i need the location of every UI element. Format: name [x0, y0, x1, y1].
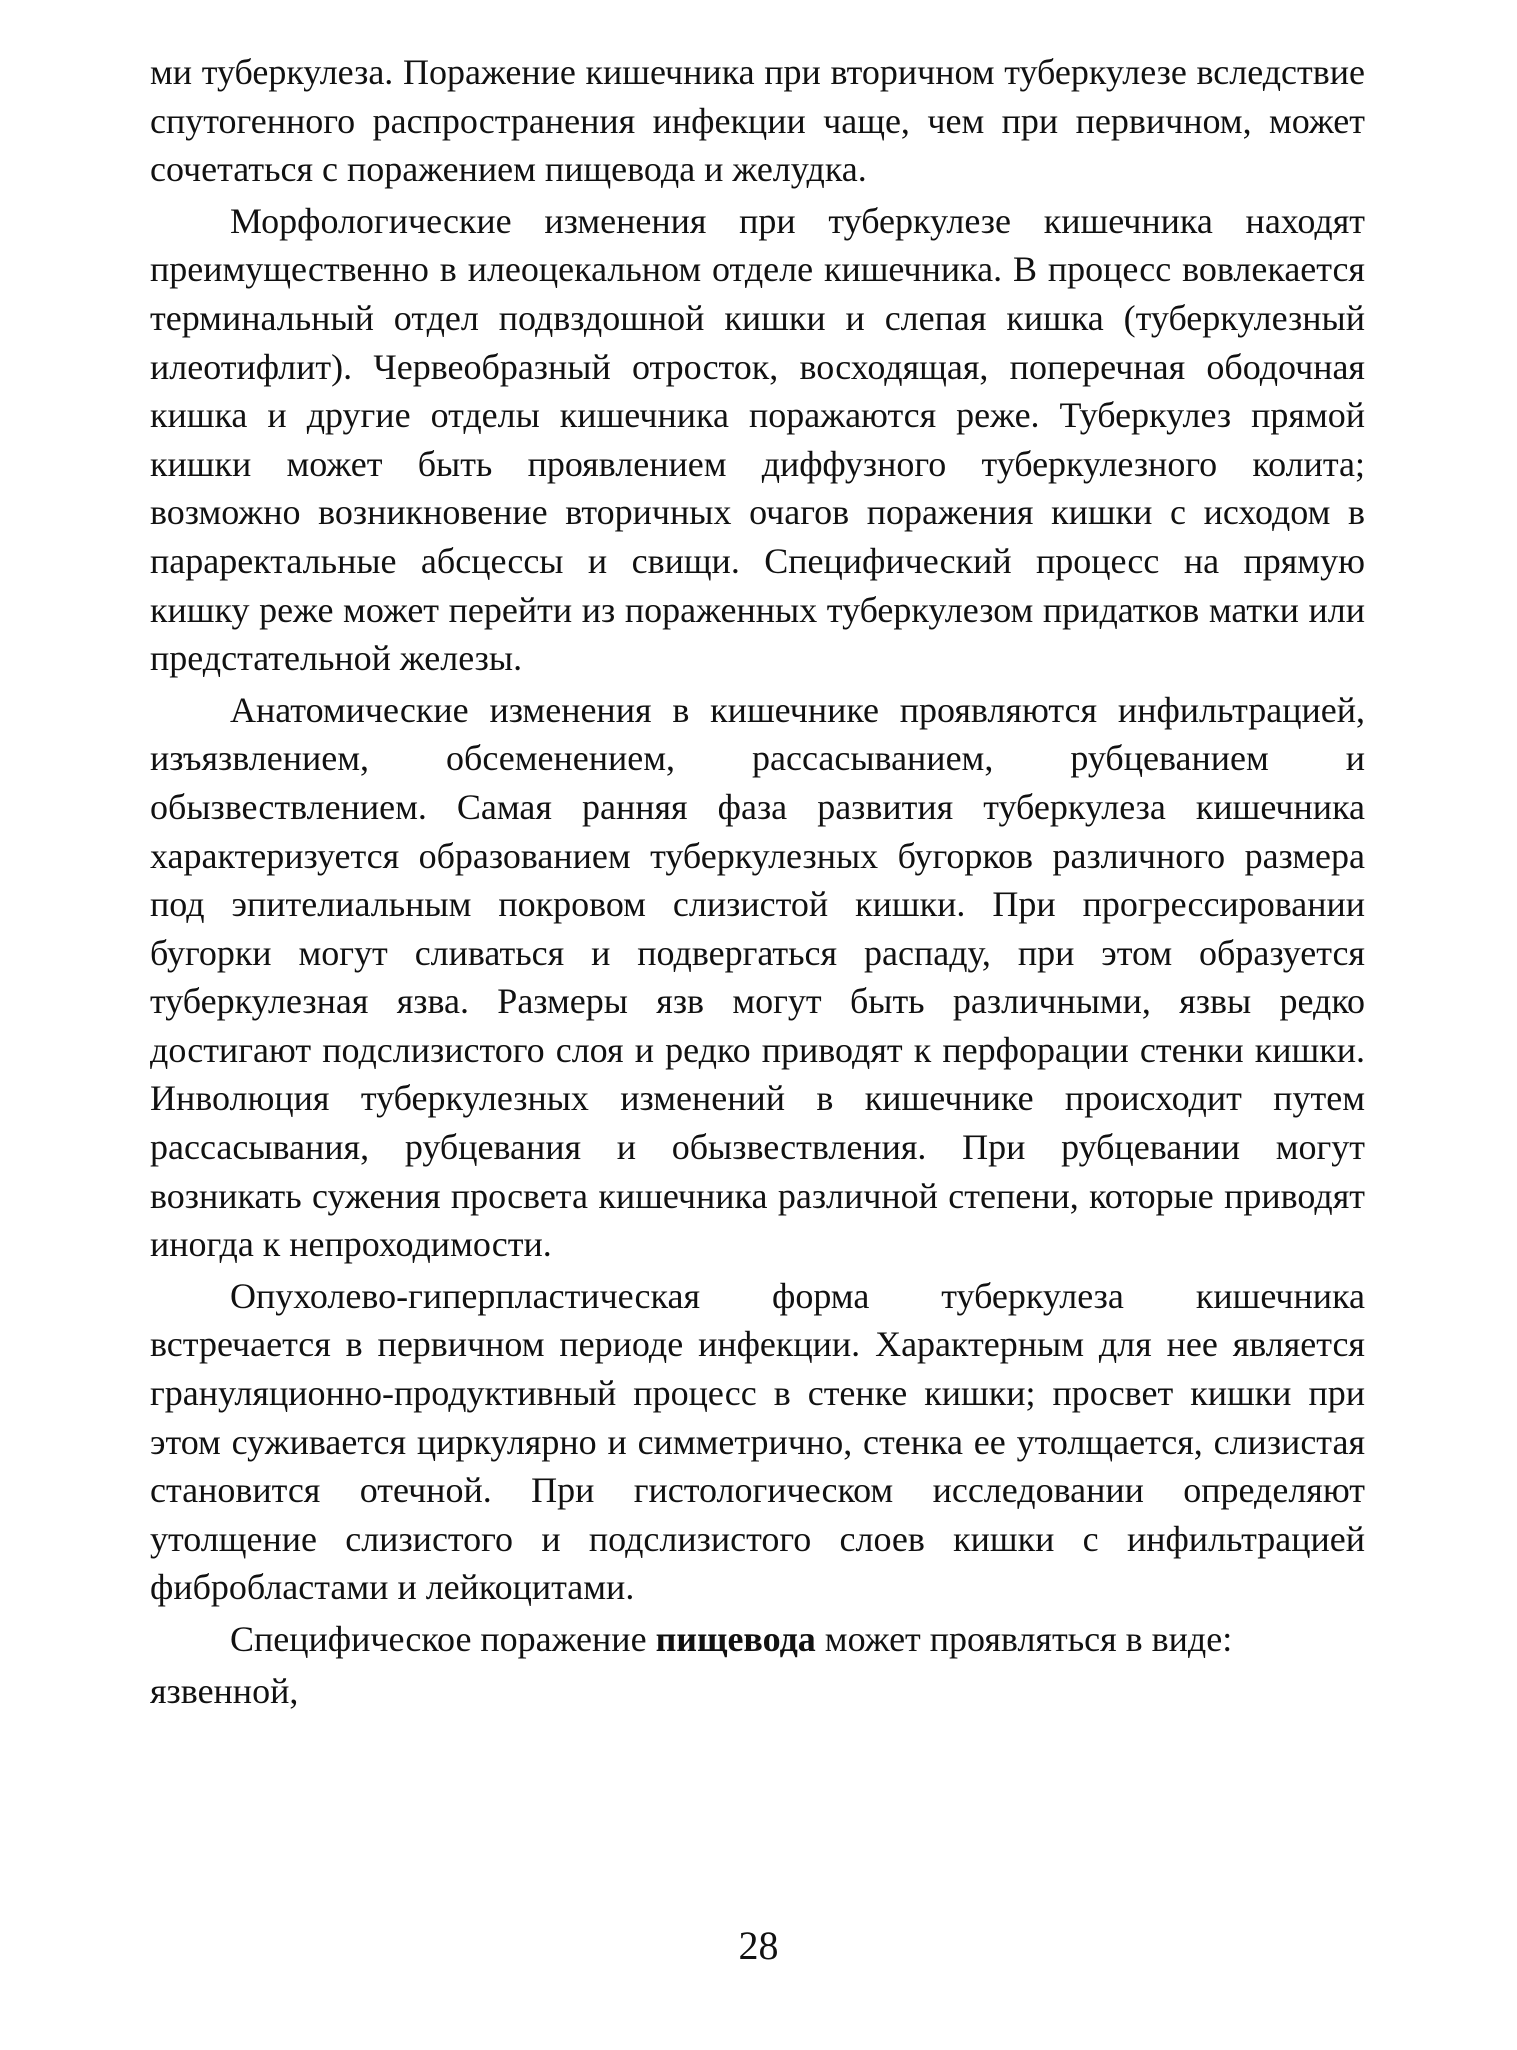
paragraph-5-text-end: может проявляться в виде: — [815, 1619, 1233, 1659]
paragraph-3: Анатомические изменения в кишечнике проявляются инфильтрацией, изъязвлением, обсеменением, рассасыванием, рубцеванием и обызвествлением. Самая ранняя фаза развития туберкулеза кишечника характеризуется образованием туберкулезных бугорков различного размера под эпителиальным покровом слизистой кишки. При прогрессировании бугорки могут сливаться и подвергаться распаду, при этом образуется туберкулезная язва. Размеры язв могут быть различными, язвы редко достигают подслизистого слоя и редко приводят к перфорации стенки кишки. Инволюция туберкулезных изменений в кишечнике происходит путем рассасывания, рубцевания и обызвествления. При рубцевании могут возникать сужения просвета кишечника различной степени, которые приводят иногда к непроходимости. — [150, 689, 1365, 1265]
paragraph-5-text-start: Специфическое поражение — [230, 1619, 656, 1659]
paragraph-5-continuation: язвенной, — [150, 1670, 299, 1711]
paragraph-2: Морфологические изменения при туберкулезе кишечника находят преимущественно в илеоцекальном отделе кишечника. В процесс вовлекается терминальный отдел подвздошной кишки и слепая кишка (туберкулезный илеотифлит). Червеобразный отросток, восходящая, поперечная ободочная кишка и другие отделы кишечника поражаются реже. Туберкулез прямой кишки может быть проявлением диффузного туберкулезного колита; возможно возникновение вторичных очагов поражения кишки с исходом в параректальные абсцессы и свищи. Специфический процесс на прямую кишку реже может перейти из пораженных туберкулезом придатков матки или предстательной железы. — [150, 200, 1365, 679]
document-page — [150, 48, 1365, 2038]
paragraph-5 — [150, 1615, 1365, 1664]
paragraph-4: Опухолево-гиперпластическая форма туберкулеза кишечника встречается в первичном периоде инфекции. Характерным для нее является грануляционно-продуктивный процесс в стенке кишки; просвет кишки при этом суживается циркулярно и симметрично, стенка ее утолщается, слизистая становится отечной. При гистологическом исследовании определяют утолщение слизистого и подслизистого слоев кишки с инфильтрацией фибробластами и лейкоцитами. — [150, 1275, 1365, 1608]
paragraph-5-emphasis: пищевода — [655, 1619, 816, 1659]
paragraph-1: ми туберкулеза. Поражение кишечника при вторичном туберкулезе вследствие спутогенного распространения инфекции чаще, чем при первичном, может сочетаться с поражением пищевода и желудка. — [150, 52, 1365, 190]
page-number: 28 — [738, 1923, 779, 1968]
